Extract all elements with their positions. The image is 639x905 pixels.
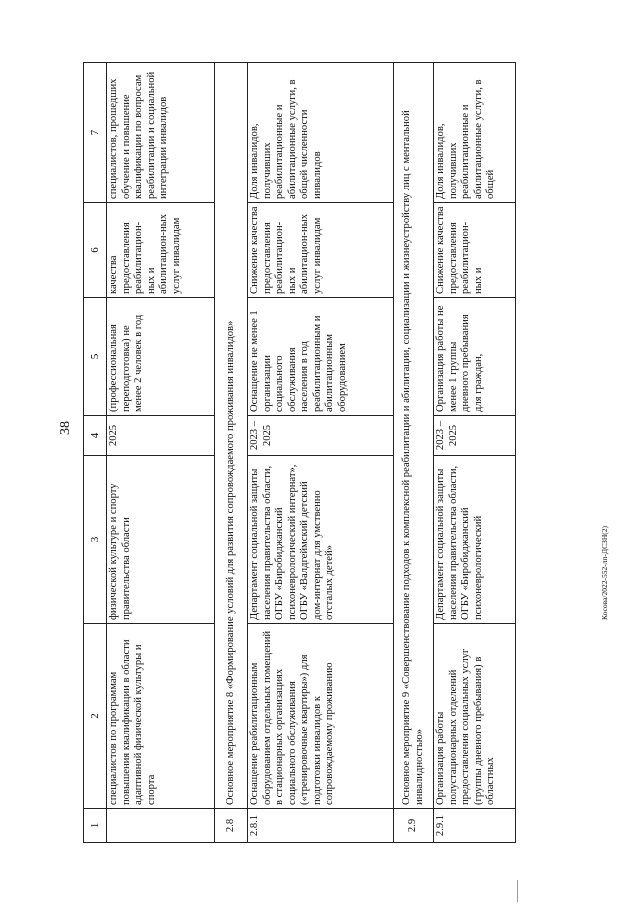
section-title: Основное мероприятие 9 «Совершенствование подходов к комплексной реабилитации и абилитации, социализации и жизнеустройству лиц с ментальной инвалидностью» — [394, 63, 434, 809]
header-cell-3: 3 — [84, 456, 107, 624]
cell-number: 2.9 — [394, 809, 434, 843]
header-cell-4: 4 — [84, 416, 107, 456]
table-row — [107, 63, 215, 843]
cell-consequence: качества предоставления реабилитацион-ных и абилитацион-ных услуг инвалидам — [107, 203, 215, 298]
cell-period: 2023 – 2025 — [434, 416, 516, 456]
header-cell-2: 2 — [84, 624, 107, 809]
cell-measure: Оснащение реабилитационным оборудованием отдельных помещений в стационарных организациях социального обслуживания («тренировочные квартиры») для подготовки инвалидов к сопровождаемому проживанию — [248, 624, 394, 809]
section-row — [394, 63, 434, 843]
cell-measure: специалистов по программам повышения квалификации в области адаптивной физической культуры и спорта — [107, 624, 215, 809]
cell-result: Оснащение не менее 1 организации социального обслуживания населения в год реабилитационным и абилитационным оборудованием — [248, 298, 394, 416]
header-cell-7: 7 — [84, 63, 107, 203]
margin-mark — [517, 880, 518, 902]
cell-number: 2.9.1 — [434, 809, 516, 843]
cell-consequence: Снижение качества предоставления реабилитацион-ных и абилитацион-ных услуг инвалидам — [248, 203, 394, 298]
cell-executor: физической культуре и спорту правительства области — [107, 456, 215, 624]
page-number: 38 — [58, 421, 73, 435]
measures-table — [83, 62, 516, 843]
cell-period: 2025 — [107, 416, 215, 456]
section-row — [215, 63, 248, 843]
header-cell-5: 5 — [84, 298, 107, 416]
header-cell-6: 6 — [84, 203, 107, 298]
cell-indicator: Доля инвалидов, получивших реабилитационные и абилитационные услуги, в общей — [434, 63, 516, 203]
cell-measure: Организация работы полустационарных отделений предоставления социальных услуг (группы дневного пребывания) в областных — [434, 624, 516, 809]
header-cell-1: 1 — [84, 809, 107, 843]
cell-result: (профессиональная переподготовка) не менее 2 человек в год — [107, 298, 215, 416]
cell-number: 2.8.1 — [248, 809, 394, 843]
cell-period: 2023 – 2025 — [248, 416, 394, 456]
header-row — [84, 63, 107, 843]
table-row — [434, 63, 516, 843]
cell-number — [107, 809, 215, 843]
cell-consequence: Снижение качества предоставления реабилитацион-ных и — [434, 203, 516, 298]
cell-indicator: Доля инвалидов, получивших реабилитационные и абилитационные услуги, в общей численности инвалидов — [248, 63, 394, 203]
table-row — [248, 63, 394, 843]
cell-indicator: специалистов, прошедших обучение и повышение квалификации по вопросам реабилитации и социальной интеграции инвалидов — [107, 63, 215, 203]
cell-result: Организация работы не менее 1 группы дневного пребывания для граждан, — [434, 298, 516, 416]
section-title: Основное мероприятие 8 «Формирование условий для развития сопровождаемого проживания инвалидов» — [215, 63, 248, 809]
cell-executor: Департамент социальной защиты населения правительства области, ОГБУ «Биробиджанский психоневрологический интернат», ОГБУ «Валдгеймский детский дом-интернат для умственно отсталых детей» — [248, 456, 394, 624]
cell-executor: Департамент социальной защиты населения правительства области, ОГБУ «Биробиджанский психоневрологический — [434, 456, 516, 624]
cell-number: 2.8 — [215, 809, 248, 843]
document-code: Косова/2022-552-лп-ДСЗН(2) — [600, 525, 609, 620]
measures-table-container — [83, 63, 553, 843]
